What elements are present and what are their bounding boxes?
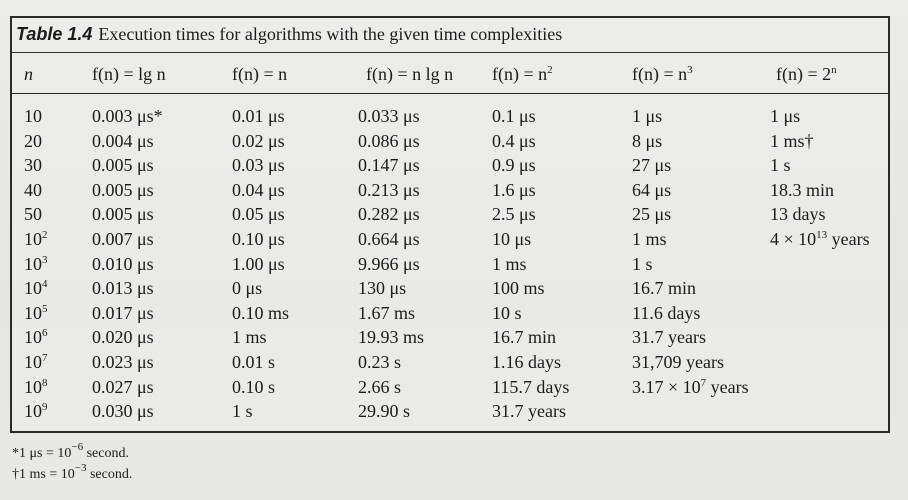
cell-nlg: 9.966 μs xyxy=(358,253,420,274)
cell-nlg: 19.93 ms xyxy=(358,327,425,348)
cell-sq: 10 μs xyxy=(492,229,532,249)
cell-cube: 64 μs xyxy=(632,179,672,200)
header-quadratic: $f(n) = n^2$ xyxy=(492,64,553,84)
cell-cube: 8 μs xyxy=(632,130,663,151)
header-divider xyxy=(10,93,890,94)
table-caption-text: Execution times for algorithms with the given time complexities xyxy=(98,24,563,44)
cell-lin: 0.01 s xyxy=(232,352,276,372)
cell-lin: 0.02 μs xyxy=(232,130,285,151)
cell-sq: 1.6 μs xyxy=(492,179,536,200)
cell-lin: 0.10 s xyxy=(232,376,276,397)
cell-n: $10^6$ xyxy=(24,327,48,348)
cell-n: 40 xyxy=(24,179,42,200)
cell-lg: 0.010 μs xyxy=(92,253,154,274)
cell-nlg: 0.086 μs xyxy=(358,130,420,151)
cell-lin: 0.04 μs xyxy=(232,179,285,200)
cell-nlg: 0.664 μs xyxy=(358,229,420,249)
footnote-microsecond: *1 $\mu s = 10^{-6}$ second. xyxy=(12,441,129,461)
cell-n: 10 xyxy=(24,106,42,126)
cell-exp: 1 μs xyxy=(770,106,801,126)
cell-n: $10^4$ xyxy=(24,278,48,299)
cell-sq: 2.5 μs xyxy=(492,204,536,225)
footnote-millisecond: †1 ms = $10^{-3}$ second. xyxy=(12,462,133,482)
cell-lin: 0 μs xyxy=(232,278,263,299)
cell-n: $10^7$ xyxy=(24,352,48,372)
cell-cube: 16.7 min xyxy=(632,278,697,299)
cell-lin: 0.03 μs xyxy=(232,155,285,176)
cell-sq: 16.7 min xyxy=(492,327,557,348)
cell-n: 20 xyxy=(24,130,42,151)
cell-cube: $3.17 \times 10^7$ years xyxy=(632,376,749,397)
cell-lg: 0.020 μs xyxy=(92,327,154,348)
cell-exp: 18.3 min xyxy=(770,179,835,200)
cell-exp: 1 s xyxy=(770,155,791,176)
cell-nlg: 0.23 s xyxy=(358,352,402,372)
cell-exp: 13 days xyxy=(770,204,826,225)
cell-nlg: 0.213 μs xyxy=(358,179,420,200)
header-linear: f(n) = n xyxy=(232,64,288,84)
cell-cube: 31.7 years xyxy=(632,327,706,348)
cell-nlg: 0.282 μs xyxy=(358,204,420,225)
cell-n: 50 xyxy=(24,204,42,225)
cell-nlg: 29.90 s xyxy=(358,401,411,422)
cell-n: $10^8$ xyxy=(24,376,48,397)
cell-nlg: 0.033 μs xyxy=(358,106,420,126)
table-caption-label: Table 1.4 xyxy=(16,24,93,44)
cell-nlg: 2.66 s xyxy=(358,376,402,397)
cell-n: 30 xyxy=(24,155,42,176)
cell-exp: 1 ms† xyxy=(770,130,814,151)
cell-nlg: 1.67 ms xyxy=(358,302,416,323)
cell-lg: 0.005 μs xyxy=(92,155,154,176)
cell-lin: 1 s xyxy=(232,401,253,422)
cell-nlg: 130 μs xyxy=(358,278,407,299)
cell-sq: 10 s xyxy=(492,302,522,323)
cell-lg: 0.005 μs xyxy=(92,204,154,225)
header-exponential: $f(n) = 2^n$ xyxy=(776,64,837,84)
cell-lg: 0.003 μs* xyxy=(92,106,163,126)
cell-lin: 0.01 μs xyxy=(232,106,285,126)
cell-sq: 1.16 days xyxy=(492,352,561,372)
cell-cube: 31,709 years xyxy=(632,352,724,372)
cell-sq: 0.9 μs xyxy=(492,155,536,176)
cell-cube: 1 ms xyxy=(632,229,667,249)
cell-sq: 0.1 μs xyxy=(492,106,536,126)
cell-sq: 0.4 μs xyxy=(492,130,536,151)
cell-lg: 0.017 μs xyxy=(92,302,154,323)
cell-lg: 0.005 μs xyxy=(92,179,154,200)
cell-lg: 0.007 μs xyxy=(92,229,154,249)
cell-cube: 1 μs xyxy=(632,106,663,126)
header-nlgn: f(n) = n lg n xyxy=(366,64,454,84)
cell-sq: 1 ms xyxy=(492,253,527,274)
header-n: n xyxy=(24,64,33,84)
cell-nlg: 0.147 μs xyxy=(358,155,420,176)
cell-cube: 25 μs xyxy=(632,204,672,225)
cell-cube: 1 s xyxy=(632,253,653,274)
header-cubic: $f(n) = n^3$ xyxy=(632,64,693,84)
cell-n: $10^3$ xyxy=(24,253,48,274)
cell-sq: 115.7 days xyxy=(492,376,570,397)
table-caption xyxy=(16,22,562,46)
cell-sq: 31.7 years xyxy=(492,401,566,422)
cell-lg: 0.030 μs xyxy=(92,401,154,422)
cell-lg: 0.004 μs xyxy=(92,130,154,151)
cell-lin: 1.00 μs xyxy=(232,253,285,274)
cell-cube: 11.6 days xyxy=(632,302,701,323)
caption-divider xyxy=(10,52,890,53)
cell-lg: 0.013 μs xyxy=(92,278,154,299)
cell-n: $10^9$ xyxy=(24,401,48,422)
header-lg: f(n) = lg n xyxy=(92,64,166,84)
cell-lin: 1 ms xyxy=(232,327,267,348)
cell-n: $10^2$ xyxy=(24,229,48,249)
cell-n: $10^5$ xyxy=(24,302,48,323)
cell-sq: 100 ms xyxy=(492,278,545,299)
cell-lg: 0.023 μs xyxy=(92,352,154,372)
cell-lin: 0.10 μs xyxy=(232,229,285,249)
cell-lg: 0.027 μs xyxy=(92,376,154,397)
cell-lin: 0.10 ms xyxy=(232,302,290,323)
cell-exp: $4 \times 10^{13}$ years xyxy=(770,229,870,249)
cell-cube: 27 μs xyxy=(632,155,672,176)
cell-lin: 0.05 μs xyxy=(232,204,285,225)
